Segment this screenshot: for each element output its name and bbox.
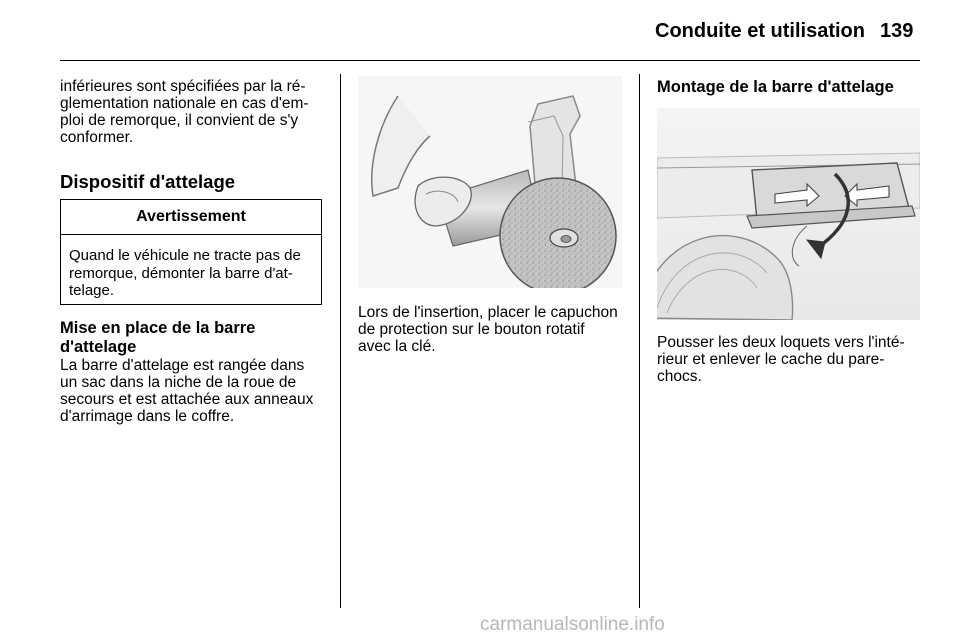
column-3-heading [657, 78, 932, 97]
intro-line: glementation nationale en cas d'em- [60, 95, 309, 112]
caption-line: rieur et enlever le cache du pare- [657, 351, 885, 368]
caption-line: avec la clé. [358, 338, 436, 355]
column-divider-2 [639, 74, 640, 608]
column-divider-1 [340, 74, 341, 608]
section-heading: Dispositif d'attelage [60, 171, 236, 192]
column-2-caption [358, 304, 633, 355]
section-heading: Montage de la barre d'attelage [657, 78, 894, 96]
column-1-intro [60, 78, 335, 146]
caption-line: de protection sur le bouton rotatif [358, 321, 585, 338]
bumper-cover-illustration [657, 108, 920, 320]
watermark: carmanualsonline.info [480, 614, 665, 635]
warning-body [61, 235, 321, 300]
bumper-drawing [657, 108, 920, 320]
subsection [60, 319, 335, 425]
intro-line: inférieures sont spécifiées par la ré- [60, 78, 306, 95]
subsection-heading-line: d'attelage [60, 338, 137, 356]
protective-cap-illustration [358, 76, 622, 288]
section-heading-wrap [60, 171, 335, 193]
body-line: d'arrimage dans le coffre. [60, 408, 235, 425]
intro-line: conformer. [60, 129, 134, 146]
warning-title: Avertissement [61, 200, 321, 235]
warning-line: Quand le véhicule ne tracte pas de [69, 247, 301, 264]
caption-line: chocs. [657, 368, 702, 385]
caption-line: Lors de l'insertion, placer le capuchon [358, 304, 618, 321]
body-line: secours et est attachée aux anneaux [60, 391, 314, 408]
page-title: Conduite et utilisation [655, 20, 865, 42]
body-line: La barre d'attelage est rangée dans [60, 357, 305, 374]
warning-line: telage. [69, 282, 115, 299]
caption-line: Pousser les deux loquets vers l'inté- [657, 334, 905, 351]
body-line: un sac dans la niche de la roue de [60, 374, 297, 391]
warning-line: remorque, démonter la barre d'at- [69, 264, 293, 282]
warning-box [60, 199, 322, 305]
intro-line: ploi de remorque, il convient de s'y [60, 112, 299, 129]
cap-drawing [358, 76, 622, 288]
page-number: 139 [880, 20, 914, 42]
header-rule [60, 60, 920, 61]
subsection-heading-line: Mise en place de la barre [60, 319, 256, 337]
column-3-caption [657, 334, 932, 385]
